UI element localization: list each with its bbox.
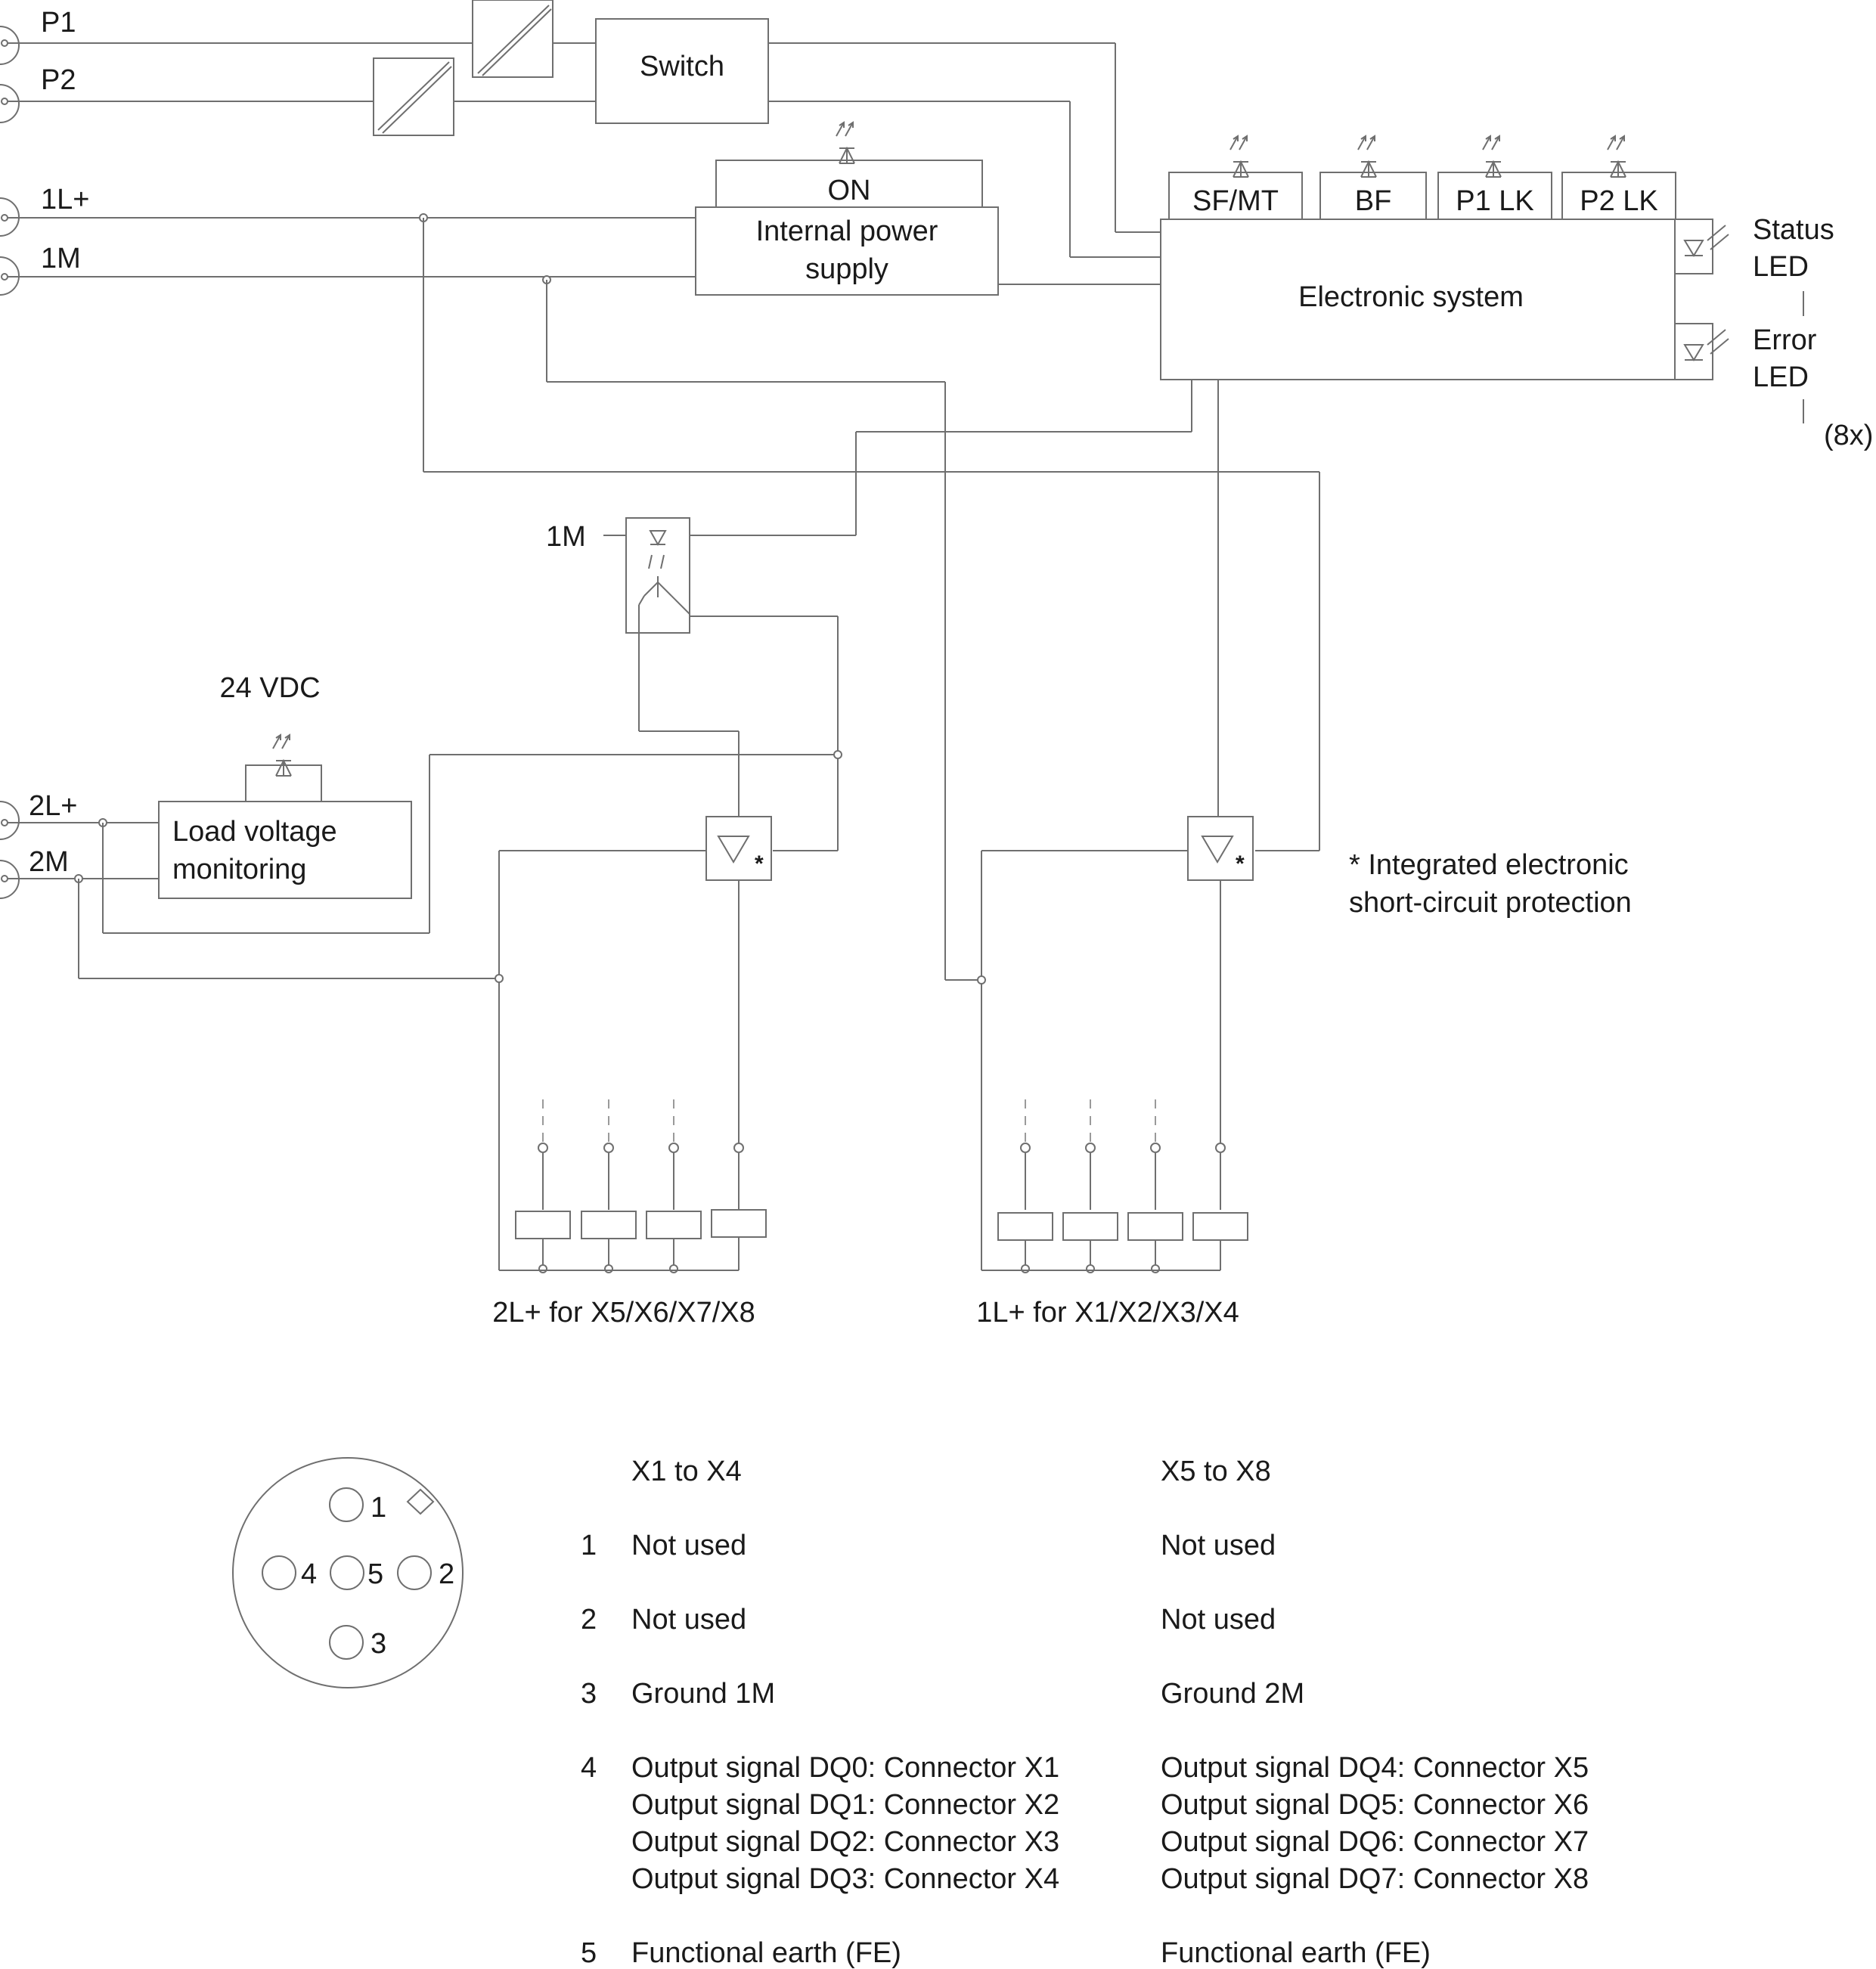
short-circuit-note-1: * Integrated electronic [1349, 849, 1629, 881]
connector-group-1l-label: 1L+ for X1/X2/X3/X4 [976, 1297, 1239, 1329]
pin-3-marker: 3 [371, 1628, 387, 1660]
p2-lk-label: P2 LK [1580, 185, 1658, 217]
pin-4-x5-x8-line-1: Output signal DQ4: Connector X5 [1161, 1752, 1589, 1784]
electronic-system-label: Electronic system [1298, 281, 1524, 313]
pin-4-x5-x8-line-4: Output signal DQ7: Connector X8 [1161, 1863, 1589, 1895]
error-led-label-1: Error [1753, 324, 1817, 356]
load-voltage-label-1: Load voltage [172, 816, 337, 848]
pin-3-x1-x4: Ground 1M [631, 1678, 776, 1710]
port-terminals [0, 26, 19, 898]
on-led-icon [836, 122, 854, 163]
pin-4-x5-x8-line-2: Output signal DQ5: Connector X6 [1161, 1789, 1589, 1821]
opto-coupler [626, 518, 838, 851]
pin-2-x5-x8: Not used [1161, 1604, 1276, 1636]
vdc-label: 24 VDC [219, 672, 321, 704]
opto-1m-label: 1M [546, 521, 586, 553]
driver-1l-star: * [1236, 851, 1245, 876]
pin-5-x1-x4: Functional earth (FE) [631, 1937, 901, 1969]
pin-3-x5-x8: Ground 2M [1161, 1678, 1305, 1710]
port-p2-label: P2 [41, 64, 76, 96]
pin-1-x1-x4: Not used [631, 1530, 747, 1561]
error-led-label-2: LED [1753, 361, 1809, 393]
pin-4-x1-x4-line-3: Output signal DQ2: Connector X3 [631, 1826, 1060, 1858]
load-voltage-label-2: monitoring [172, 854, 307, 885]
pinout-header-x5-x8: X5 to X8 [1161, 1456, 1271, 1487]
pin-number: 1 [581, 1530, 597, 1561]
pin-number: 3 [581, 1678, 597, 1710]
switch-label: Switch [640, 51, 724, 82]
pin-4-x5-x8-line-3: Output signal DQ6: Connector X7 [1161, 1826, 1589, 1858]
port-p1-label: P1 [41, 7, 76, 39]
pin-number: 2 [581, 1604, 597, 1636]
sf-mt-led-icon [1230, 136, 1248, 177]
internal-power-supply-label-2: supply [805, 253, 888, 285]
p2-lk-led-icon [1608, 136, 1626, 177]
internal-power-supply-label-1: Internal power [755, 216, 938, 247]
pin-5-marker: 5 [367, 1558, 384, 1590]
pin-number: 4 [581, 1752, 597, 1784]
connector-group-1l [981, 1099, 1248, 1273]
port-2lplus-label: 2L+ [29, 790, 78, 822]
pin-1-marker: 1 [371, 1492, 387, 1524]
driver-2l-star: * [755, 851, 764, 876]
short-circuit-note-2: short-circuit protection [1349, 887, 1632, 919]
m12-connector [233, 1458, 463, 1688]
pinout-table [581, 1456, 1589, 1969]
output-driver-1l [981, 817, 1253, 1270]
pin-1-x5-x8: Not used [1161, 1530, 1276, 1561]
pin-2-marker: 2 [439, 1558, 455, 1590]
port-2m-label: 2M [29, 846, 69, 878]
pin-5-x5-x8: Functional earth (FE) [1161, 1937, 1431, 1969]
connector-group-2l [499, 1099, 766, 1273]
status-led-label-2: LED [1753, 251, 1809, 283]
pin-2-x1-x4: Not used [631, 1604, 747, 1636]
bf-led-icon [1358, 136, 1376, 177]
bf-label: BF [1354, 185, 1392, 217]
sf-mt-label: SF/MT [1192, 185, 1279, 217]
pin-4-marker: 4 [301, 1558, 318, 1590]
transformer-p1 [473, 0, 553, 77]
pinout-header-x1-x4: X1 to X4 [631, 1456, 742, 1487]
port-1m-label: 1M [41, 243, 81, 274]
pin-number: 5 [581, 1937, 597, 1969]
connector-group-2l-label: 2L+ for X5/X6/X7/X8 [492, 1297, 755, 1329]
on-led-label: ON [827, 175, 871, 206]
output-driver-2l [499, 817, 771, 1270]
led-count-label: (8x) [1824, 420, 1874, 451]
port-1lplus-label: 1L+ [41, 184, 90, 216]
pin-4-x1-x4-line-4: Output signal DQ3: Connector X4 [631, 1863, 1060, 1895]
status-led-label-1: Status [1753, 214, 1834, 246]
pin-4-x1-x4-line-2: Output signal DQ1: Connector X2 [631, 1789, 1060, 1821]
control-lines [603, 380, 1218, 817]
pin-4-x1-x4-line-1: Output signal DQ0: Connector X1 [631, 1752, 1060, 1784]
p1-lk-label: P1 LK [1456, 185, 1534, 217]
p1-lk-led-icon [1483, 136, 1501, 177]
